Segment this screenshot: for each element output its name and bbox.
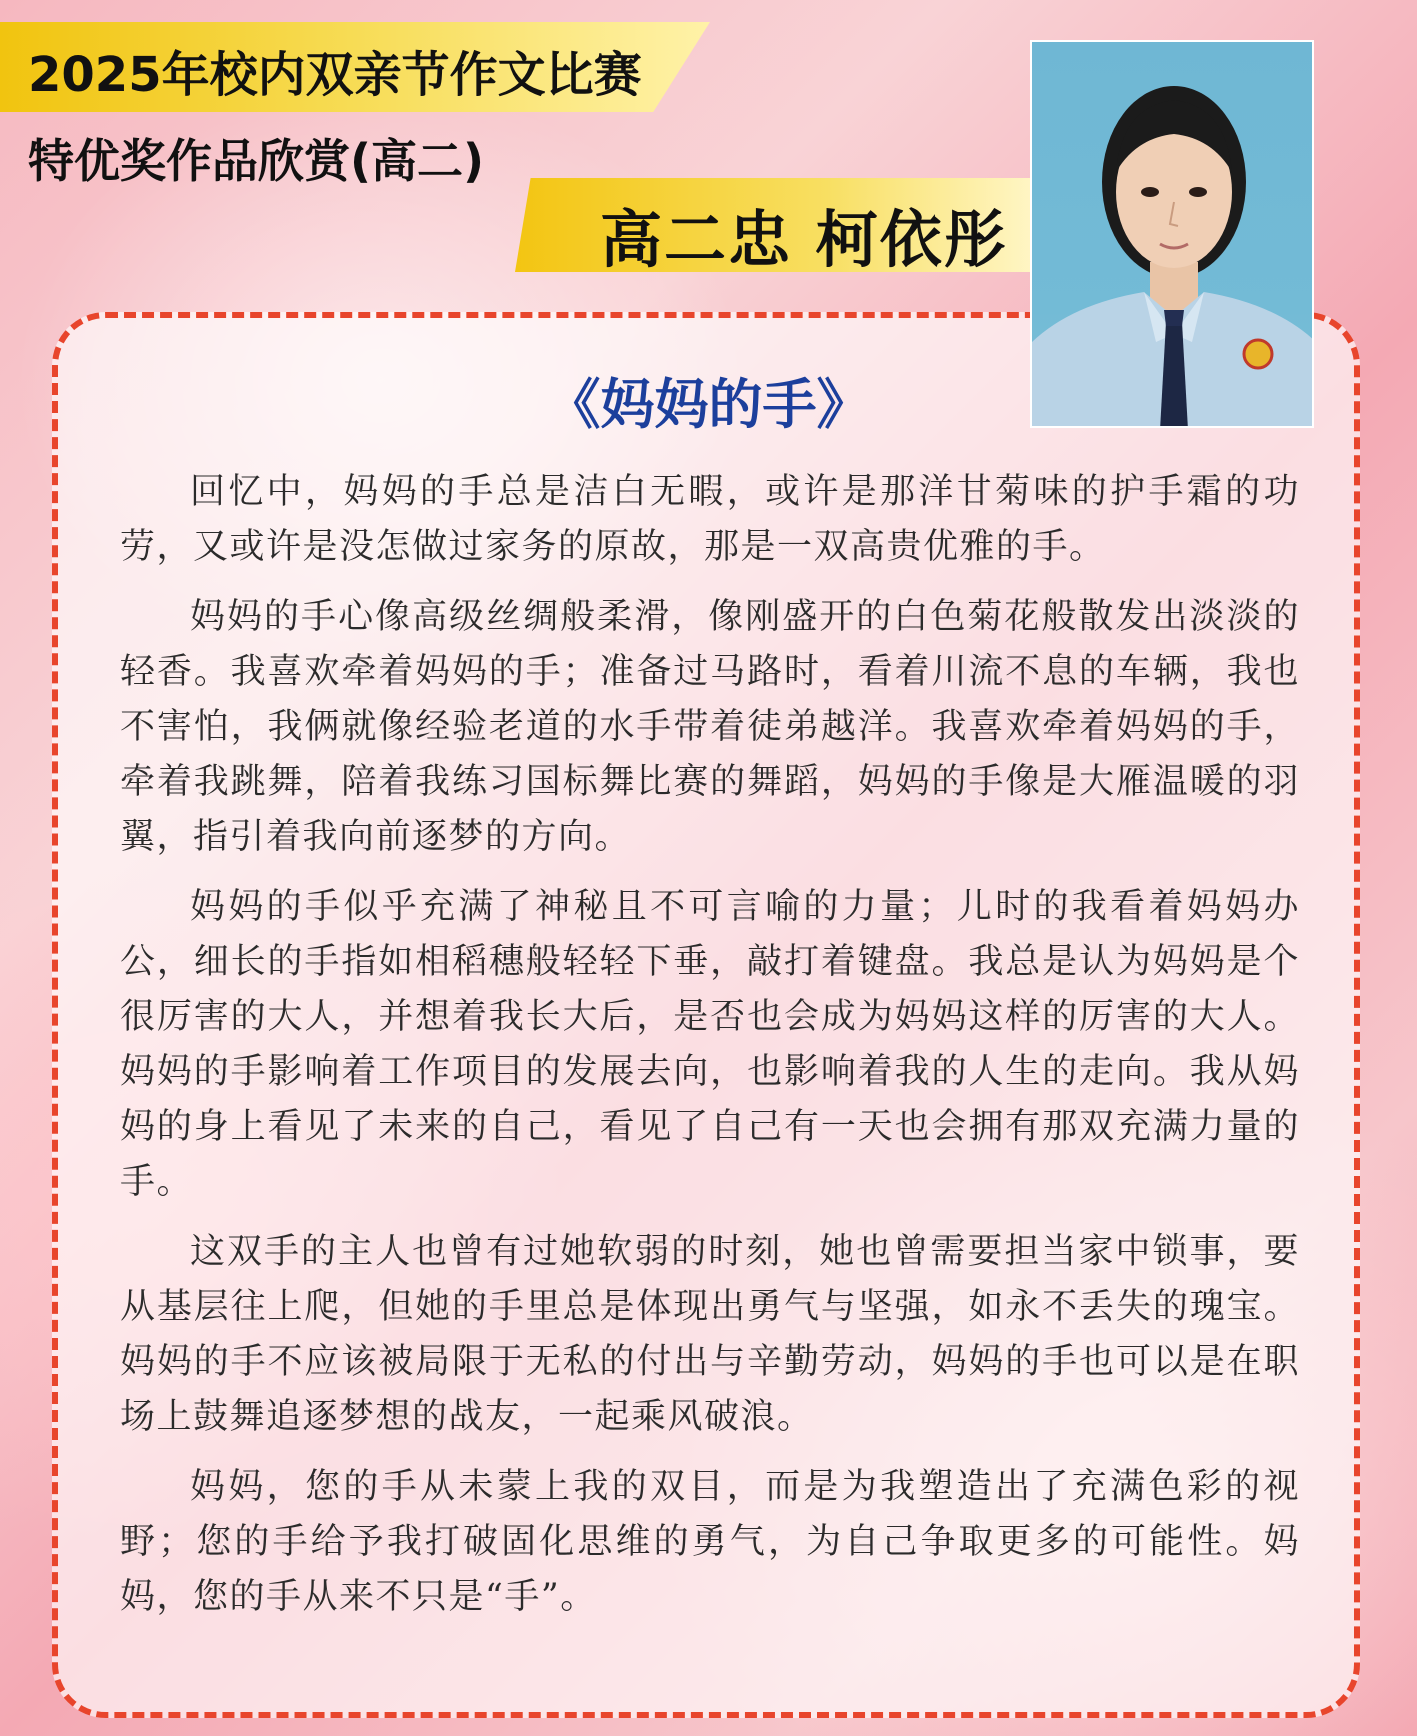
essay-paragraph: 妈妈的手似乎充满了神秘且不可言喻的力量；儿时的我看着妈妈办公，细长的手指如相稻穗般轻轻下垂，敲打着键盘。我总是认为妈妈是个很厉害的大人，并想着我长大后，是否也会成为妈妈这样的厉害的大人。妈妈的手影响着工作项目的发展去向，也影响着我的人生的走向。我从妈妈的身上看见了未来的自己，看见了自己有一天也会拥有那双充满力量的手。 — [120, 887, 1300, 1202]
essay-paragraph: 妈妈，您的手从未蒙上我的双目，而是为我塑造出了充满色彩的视野；您的手给予我打破固化思维的勇气，为自己争取更多的可能性。妈妈，您的手从来不只是“手”。 — [120, 1467, 1300, 1617]
essay-title: 《妈妈的手》 — [546, 373, 871, 436]
award-subtitle: 特优奖作品欣赏(高二) — [28, 134, 485, 188]
author-name: 高二忠 柯依彤 — [600, 203, 1008, 276]
essay-paragraph: 回忆中，妈妈的手总是洁白无暇，或许是那洋甘菊味的护手霜的功劳，又或许是没怎做过家务的原故，那是一双高贵优雅的手。 — [120, 472, 1300, 567]
essay-body — [120, 465, 1300, 1640]
competition-title: 2025年校内双亲节作文比赛 — [28, 47, 642, 103]
essay-paragraph: 这双手的主人也曾有过她软弱的时刻，她也曾需要担当家中锁事，要从基层往上爬，但她的手里总是体现出勇气与坚强，如永不丢失的瑰宝。妈妈的手不应该被局限于无私的付出与辛勤劳动，妈妈的手也可以是在职场上鼓舞追逐梦想的战友，一起乘风破浪。 — [120, 1232, 1300, 1437]
essay-paragraph: 妈妈的手心像高级丝绸般柔滑，像刚盛开的白色菊花般散发出淡淡的轻香。我喜欢牵着妈妈的手；准备过马路时，看着川流不息的车辆，我也不害怕，我俩就像经验老道的水手带着徒弟越洋。我喜欢牵着妈妈的手，牵着我跳舞，陪着我练习国标舞比赛的舞蹈，妈妈的手像是大雁温暖的羽翼，指引着我向前逐梦的方向。 — [120, 597, 1300, 857]
